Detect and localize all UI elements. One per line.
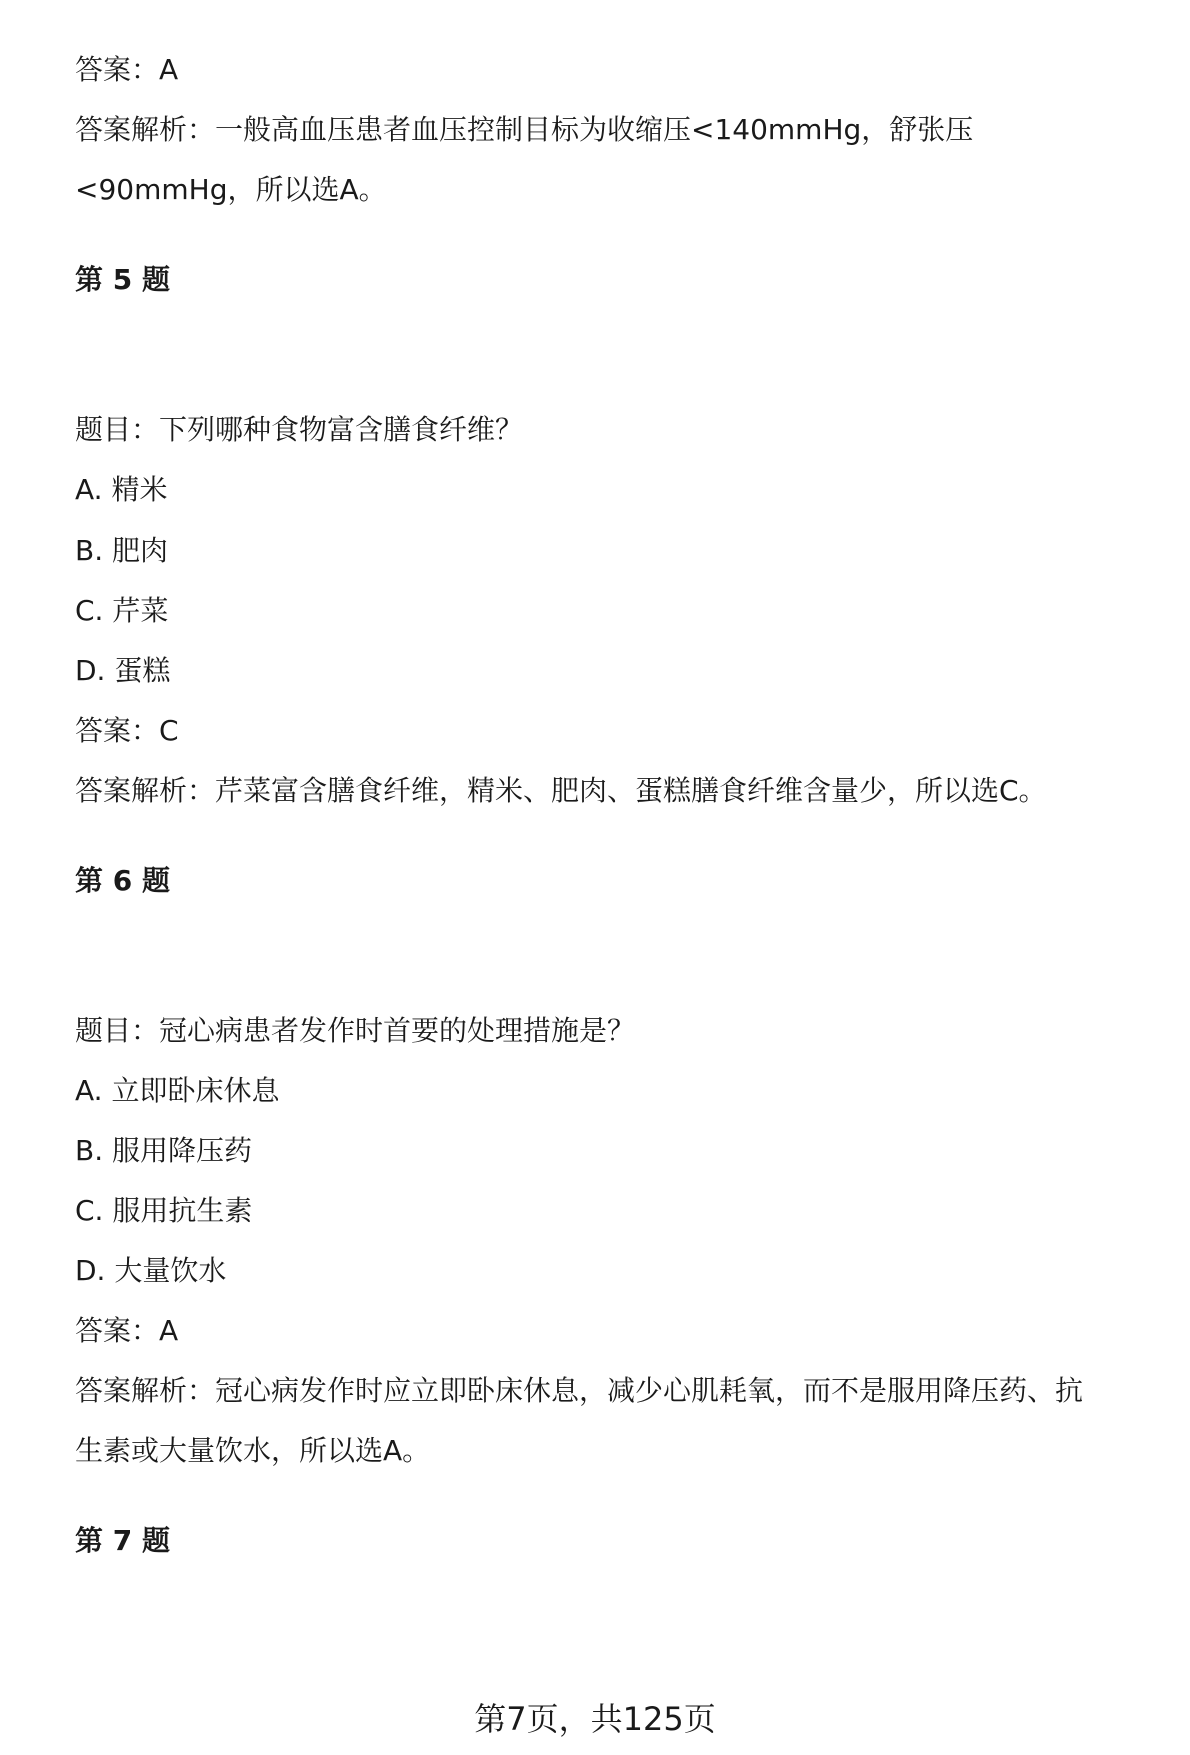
question-6-heading: 第 6 题 — [75, 864, 170, 897]
question-6-explanation-line-2: 生素或大量饮水，所以选A。 — [75, 1434, 431, 1467]
question-6-explanation-line-1: 答案解析：冠心病发作时应立即卧床休息，减少心肌耗氧，而不是服用降压药、抗 — [75, 1374, 1084, 1407]
question-5-stem: 题目：下列哪种食物富含膳食纤维？ — [75, 413, 524, 446]
question-6-option-b: B. 服用降压药 — [75, 1134, 253, 1167]
prev-explanation-line-1: 答案解析：一般高血压患者血压控制目标为收缩压<140mmHg，舒张压 — [75, 113, 974, 146]
question-6-option-d: D. 大量饮水 — [75, 1254, 227, 1287]
question-5-option-a: A. 精米 — [75, 473, 168, 506]
page-number-footer: 第7页，共125页 — [474, 1700, 716, 1738]
question-5-explanation: 答案解析：芹菜富含膳食纤维，精米、肥肉、蛋糕膳食纤维含量少，所以选C。 — [75, 774, 1047, 807]
question-5-answer: 答案：C — [75, 714, 179, 747]
question-5-option-c: C. 芹菜 — [75, 594, 169, 627]
question-5-option-d: D. 蛋糕 — [75, 654, 171, 687]
question-6-stem: 题目：冠心病患者发作时首要的处理措施是？ — [75, 1014, 636, 1047]
question-5-heading: 第 5 题 — [75, 263, 170, 296]
question-6-option-a: A. 立即卧床休息 — [75, 1074, 280, 1107]
prev-explanation-line-2: <90mmHg，所以选A。 — [75, 173, 387, 206]
question-6-answer: 答案：A — [75, 1314, 179, 1347]
question-7-heading: 第 7 题 — [75, 1524, 170, 1557]
prev-answer: 答案：A — [75, 53, 179, 86]
question-5-option-b: B. 肥肉 — [75, 534, 169, 567]
question-6-option-c: C. 服用抗生素 — [75, 1194, 253, 1227]
